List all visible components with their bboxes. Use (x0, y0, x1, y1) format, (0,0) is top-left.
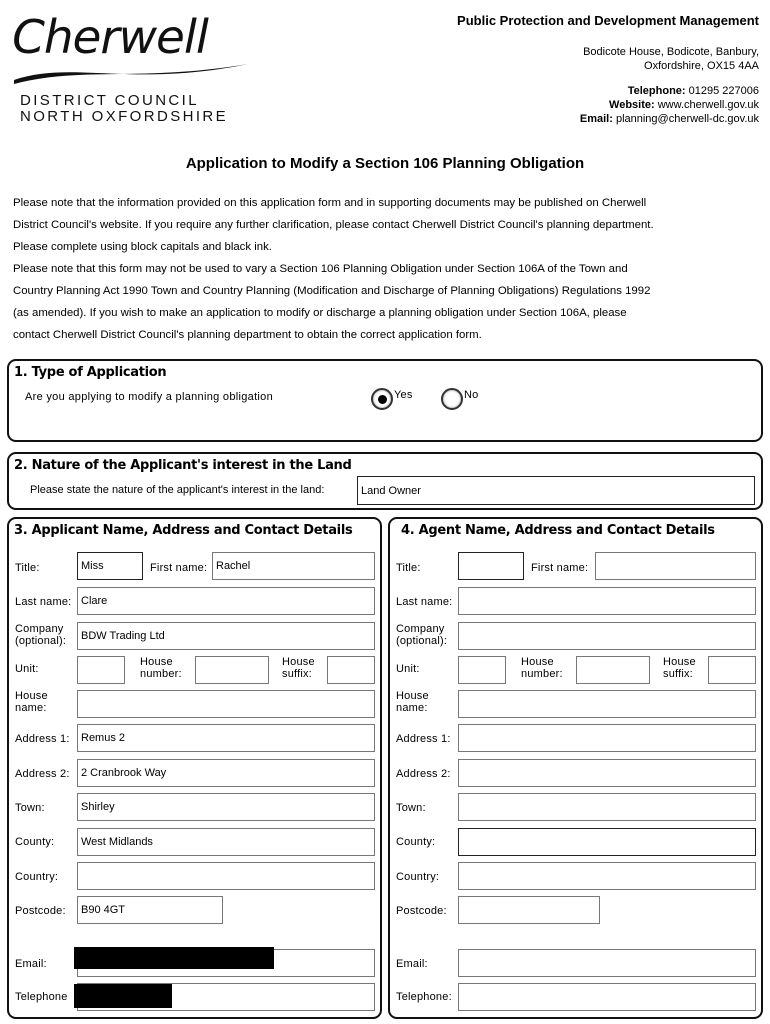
address1-label: Address 1: (15, 733, 70, 745)
email-link[interactable]: planning@cherwell-dc.gov.uk (615, 113, 759, 125)
house-number-label-line2: number: (521, 668, 563, 680)
applicant-house-suffix-field[interactable] (327, 656, 375, 684)
applicant-house-name-field[interactable] (77, 690, 375, 718)
agent-title-field[interactable] (458, 552, 524, 580)
postcode-label: Postcode: (15, 905, 66, 917)
company-label (396, 623, 447, 647)
logo-wordmark: Cherwell (12, 10, 208, 64)
county-label: County: (396, 836, 436, 848)
radio-dot (378, 395, 387, 404)
house-suffix-label-line1: House (282, 656, 315, 668)
website-line (580, 98, 759, 112)
email-label: Email: (579, 113, 613, 125)
house-number-label-line1: House (521, 656, 554, 668)
unit-label: Unit: (396, 663, 420, 675)
agent-county-field[interactable] (458, 828, 756, 856)
town-label: Town: (396, 802, 426, 814)
country-label: Country: (396, 871, 440, 883)
house-suffix-label-line2: suffix: (663, 668, 693, 680)
council-address (583, 45, 759, 73)
document-title: Application to Modify a Section 106 Planning Obligation (185, 155, 585, 172)
intro-line: Country Planning Act 1990 Town and Country Planning (Modification and Discharge of Planning Obligations) Regulations 1992 (13, 285, 651, 297)
house-name-label-line2: name: (396, 702, 428, 714)
title-label: Title: (396, 562, 421, 574)
country-label: Country: (15, 871, 59, 883)
house-name-label (396, 690, 429, 714)
company-label-line1: Company (396, 623, 445, 635)
intro-line: (as amended). If you wish to make an application to modify or discharge a planning obligation under Section 106A, please (13, 307, 627, 319)
intro-line: contact Cherwell District Council's planning department to obtain the correct application form. (13, 329, 482, 341)
house-number-label (521, 656, 563, 680)
email-label: Email: (396, 958, 428, 970)
email-line (580, 112, 759, 126)
interest-label: Please state the nature of the applicant's interest in the land: (30, 484, 325, 496)
applicant-house-number-field[interactable] (195, 656, 269, 684)
applicant-unit-field[interactable] (77, 656, 125, 684)
agent-house-suffix-field[interactable] (708, 656, 756, 684)
address2-label: Address 2: (15, 768, 70, 780)
first-name-label: First name: (531, 562, 589, 574)
agent-town-field[interactable] (458, 793, 756, 821)
company-label (15, 623, 66, 647)
agent-country-field[interactable] (458, 862, 756, 890)
agent-first-name-field[interactable] (595, 552, 756, 580)
council-contact (580, 84, 759, 126)
house-name-label (15, 690, 48, 714)
first-name-label: First name: (150, 562, 208, 574)
telephone-label: Telephone: (627, 85, 686, 97)
last-name-label: Last name: (396, 596, 453, 608)
company-label-line2: (optional): (396, 635, 448, 647)
logo-swoosh-icon (12, 58, 252, 88)
interest-field[interactable]: Land Owner (357, 476, 755, 505)
applicant-postcode-field[interactable]: B90 4GT (77, 896, 223, 924)
house-suffix-label-line1: House (663, 656, 696, 668)
house-name-label-line1: House (396, 690, 429, 702)
radio-no[interactable] (441, 388, 478, 410)
unit-label: Unit: (15, 663, 39, 675)
applicant-company-field[interactable]: BDW Trading Ltd (77, 622, 375, 650)
email-label: Email: (15, 958, 47, 970)
county-label: County: (15, 836, 55, 848)
section-title: 1. Type of Application (14, 365, 167, 380)
intro-line: Please complete using block capitals and black ink. (13, 241, 272, 253)
house-number-label-line2: number: (140, 668, 182, 680)
house-suffix-label (663, 656, 696, 680)
address2-label: Address 2: (396, 768, 451, 780)
intro-line: District Council's website. If you require any further clarification, please contact Cherwell District Council's planning department. (13, 219, 654, 231)
section-agent-details (388, 517, 763, 1019)
applicant-country-field[interactable] (77, 862, 375, 890)
applicant-last-name-field[interactable]: Clare (77, 587, 375, 615)
applicant-title-field[interactable]: Miss (77, 552, 143, 580)
postcode-label: Postcode: (396, 905, 447, 917)
agent-address1-field[interactable] (458, 724, 756, 752)
department-name: Public Protection and Development Management (457, 13, 759, 28)
address1-label: Address 1: (396, 733, 451, 745)
house-suffix-label-line2: suffix: (282, 668, 312, 680)
website-label: Website: (609, 99, 655, 111)
logo-north-oxfordshire: NORTH OXFORDSHIRE (20, 108, 229, 125)
section-applicant-interest (7, 452, 763, 510)
address-line-1: Bodicote House, Bodicote, Banbury, (583, 46, 759, 58)
company-label-line2: (optional): (15, 635, 67, 647)
applicant-address2-field[interactable]: 2 Cranbrook Way (77, 759, 375, 787)
house-number-label (140, 656, 182, 680)
email-redaction (74, 947, 274, 969)
radio-unselected-icon[interactable] (441, 388, 463, 410)
council-logo (12, 10, 252, 125)
house-number-label-line1: House (140, 656, 173, 668)
agent-house-number-field[interactable] (576, 656, 650, 684)
intro-line: Please note that this form may not be used to vary a Section 106 Planning Obligation under Section 106A of the Town and (13, 263, 628, 275)
address-line-2: Oxfordshire, OX15 4AA (644, 60, 759, 72)
intro-line: Please note that the information provided on this application form and in supporting documents may be published on Cherwell (13, 197, 647, 209)
title-label: Title: (15, 562, 40, 574)
radio-yes[interactable] (371, 388, 413, 410)
radio-selected-icon[interactable] (371, 388, 393, 410)
applicant-town-field[interactable]: Shirley (77, 793, 375, 821)
town-label: Town: (15, 802, 45, 814)
section-title: 4. Agent Name, Address and Contact Details (401, 523, 715, 538)
applicant-county-field[interactable]: West Midlands (77, 828, 375, 856)
agent-postcode-field[interactable] (458, 896, 600, 924)
agent-telephone-field[interactable] (458, 983, 756, 1011)
telephone-value: 01295 227006 (688, 85, 759, 97)
section-type-of-application (7, 359, 763, 442)
house-name-label-line1: House (15, 690, 48, 702)
intro-text (13, 192, 763, 346)
section-applicant-details (7, 517, 382, 1019)
agent-address2-field[interactable] (458, 759, 756, 787)
company-label-line1: Company (15, 623, 64, 635)
agent-last-name-field[interactable] (458, 587, 756, 615)
logo-district-council: DISTRICT COUNCIL (20, 92, 199, 109)
telephone-label: Telephone: (396, 991, 452, 1003)
house-name-label-line2: name: (15, 702, 47, 714)
telephone-label: Telephone (15, 991, 68, 1003)
telephone-line (580, 84, 759, 98)
radio-no-label: No (464, 389, 479, 401)
telephone-redaction (74, 984, 172, 1008)
applicant-address1-field[interactable]: Remus 2 (77, 724, 375, 752)
section-title: 3. Applicant Name, Address and Contact Details (14, 523, 353, 538)
modify-question-label: Are you applying to modify a planning obligation (25, 391, 273, 403)
agent-house-name-field[interactable] (458, 690, 756, 718)
agent-unit-field[interactable] (458, 656, 506, 684)
radio-yes-label: Yes (394, 389, 413, 401)
website-link[interactable]: www.cherwell.gov.uk (657, 99, 759, 111)
last-name-label: Last name: (15, 596, 72, 608)
section-title: 2. Nature of the Applicant's interest in the Land (14, 458, 352, 473)
agent-email-field[interactable] (458, 949, 756, 977)
house-suffix-label (282, 656, 315, 680)
applicant-first-name-field[interactable]: Rachel (212, 552, 375, 580)
agent-company-field[interactable] (458, 622, 756, 650)
